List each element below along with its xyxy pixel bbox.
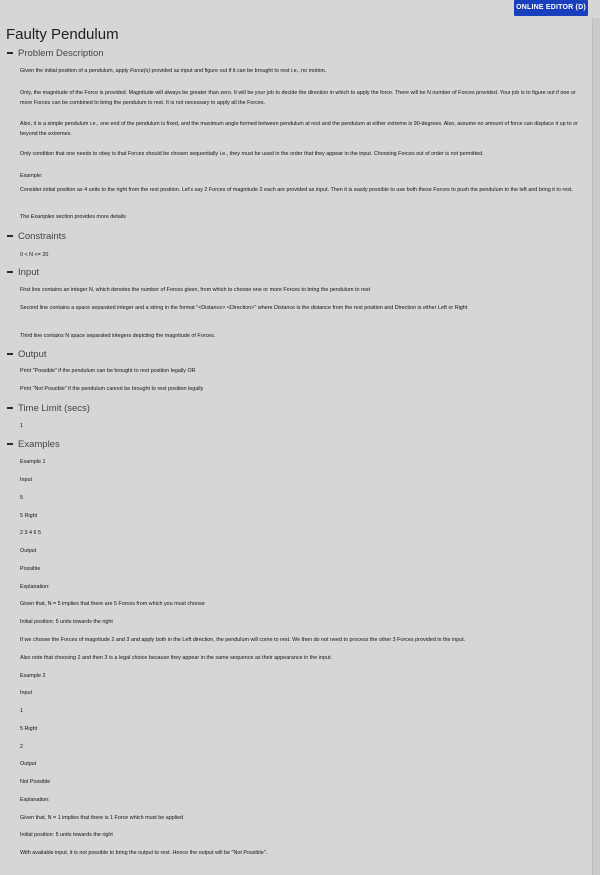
output-paragraph: Print "Not Possible" if the pendulum cannot be brought to rest position legally xyxy=(20,386,204,392)
example-explanation-label: Explanation: xyxy=(20,797,50,803)
section-toggle-problem-description[interactable] xyxy=(7,48,104,59)
example-explanation-line: Given that, N = 5 implies that there are 5 Forces from which you must choose xyxy=(20,601,205,607)
collapse-icon xyxy=(7,353,13,355)
example-input-line: 5 Right xyxy=(20,513,38,519)
section-toggle-input[interactable] xyxy=(7,267,39,278)
text-emphasis: Examples xyxy=(30,214,55,220)
example-explanation-line: Also note that choosing 2 and then 3 is a legal choice because they appear in the same sequence as their appearance in the input. xyxy=(20,655,332,661)
example-output-value: Not Possible xyxy=(20,779,51,785)
collapse-icon xyxy=(7,52,13,54)
online-editor-button[interactable]: ONLINE EDITOR (D) xyxy=(514,0,588,16)
section-heading: Input xyxy=(18,267,40,278)
description-paragraph xyxy=(20,67,584,77)
description-paragraph: Example: xyxy=(20,173,43,179)
example-output-label: Output xyxy=(20,548,37,554)
time-limit-value: 1 xyxy=(20,423,23,429)
description-paragraph xyxy=(20,213,584,223)
input-paragraph: Second line contains a space separated integer and a string in the format "<Distance> <Direction>" where Distance is the distance from the rest position and Direction is either Left or Right xyxy=(20,305,468,311)
example-input-label: Input xyxy=(20,690,32,696)
text-segment: provided as input and figure out if it can be brought to rest i.e., no motion. xyxy=(150,68,327,74)
example-explanation-line: Given that, N = 1 implies that there is 1 Force which must be applied xyxy=(20,815,184,821)
vertical-scrollbar[interactable] xyxy=(592,18,600,875)
section-heading: Problem Description xyxy=(18,48,104,59)
example-explanation-label: Explanation: xyxy=(20,584,50,590)
collapse-icon xyxy=(7,271,13,273)
page-title: Faulty Pendulum xyxy=(6,26,119,43)
example-label: Example 1 xyxy=(20,459,46,465)
section-heading: Time Limit (secs) xyxy=(18,403,90,414)
text-emphasis: Force(s) xyxy=(129,68,151,74)
description-paragraph: Consider initial position as 4 units to the right from the rest position. Let's say 2 Forces of magnitude 2 each are provided as input. Then it is easily possible to use both these Forces to push the pendulum to the left and bring it to rest. xyxy=(20,187,573,193)
section-heading: Output xyxy=(18,349,47,360)
section-toggle-examples[interactable] xyxy=(7,439,60,450)
input-paragraph: First line contains an integer N, which denotes the number of Forces given, from which to choose one or more Forces to bring the pendulum to rest xyxy=(20,287,370,293)
description-paragraph: Only condition that one needs to obey is that Forces should be chosen sequentially i.e., they must be used in the order that they appear in the input. Choosing Forces out of order is not permitted. xyxy=(20,151,484,157)
section-toggle-output[interactable] xyxy=(7,349,47,360)
collapse-icon xyxy=(7,235,13,237)
text-segment: The xyxy=(20,214,31,220)
description-paragraph: Only, the magnitude of the Force is provided. Magnitude will always be greater than zero. It will be your job to decide the direction in which to apply the force. There will be N number of Forces provided. Your job is to figure out if one or more Forces can be combined to bring the pendulum to rest. It is not necessary to apply all the Forces. xyxy=(20,90,576,106)
section-heading: Constraints xyxy=(18,231,67,242)
section-toggle-time-limit[interactable] xyxy=(7,403,90,414)
text-segment: section provides more details xyxy=(54,214,126,220)
collapse-icon xyxy=(7,443,13,445)
example-label: Example 2 xyxy=(20,673,46,679)
collapse-icon xyxy=(7,407,13,409)
example-explanation-line: With available input, it is not possible to bring the output to rest. Hence the output will be "Not Possible". xyxy=(20,850,268,856)
example-input-line: 2 xyxy=(20,744,23,750)
text-segment: Given the initial position of a pendulum, apply xyxy=(20,68,130,74)
output-paragraph: Print "Possible" if the pendulum can be brought to rest position legally OR xyxy=(20,368,196,374)
example-explanation-line: Initial position: 5 units towards the right xyxy=(20,619,113,625)
section-heading: Examples xyxy=(18,439,60,450)
example-explanation-line: Initial position: 5 units towards the right xyxy=(20,832,113,838)
example-output-value: Possible xyxy=(20,566,41,572)
example-input-label: Input xyxy=(20,477,32,483)
example-output-label: Output xyxy=(20,761,37,767)
example-input-line: 5 xyxy=(20,495,23,501)
example-input-line: 1 xyxy=(20,708,23,714)
description-paragraph: Also, it is a simple pendulum i.e., one end of the pendulum is fixed, and the maximum angle formed between pendulum at rest and the pendulum at either extreme is 90-degrees. Also, assume no amount of force can displace it up to or beyond the extremes. xyxy=(20,121,578,137)
input-paragraph: Third line contains N space separated integers depicting the magnitude of Forces. xyxy=(20,333,216,339)
example-input-line: 5 Right xyxy=(20,726,38,732)
constraints-text: 0 < N <= 20 xyxy=(20,252,49,258)
section-toggle-constraints[interactable] xyxy=(7,231,66,242)
example-input-line: 2 3 4 6 5 xyxy=(20,530,41,536)
example-explanation-line: If we choose the Forces of magnitude 2 and 3 and apply both in the Left direction, the pendulum will come to rest. We then do not need to process the other 3 Forces provided in the input. xyxy=(20,637,466,643)
